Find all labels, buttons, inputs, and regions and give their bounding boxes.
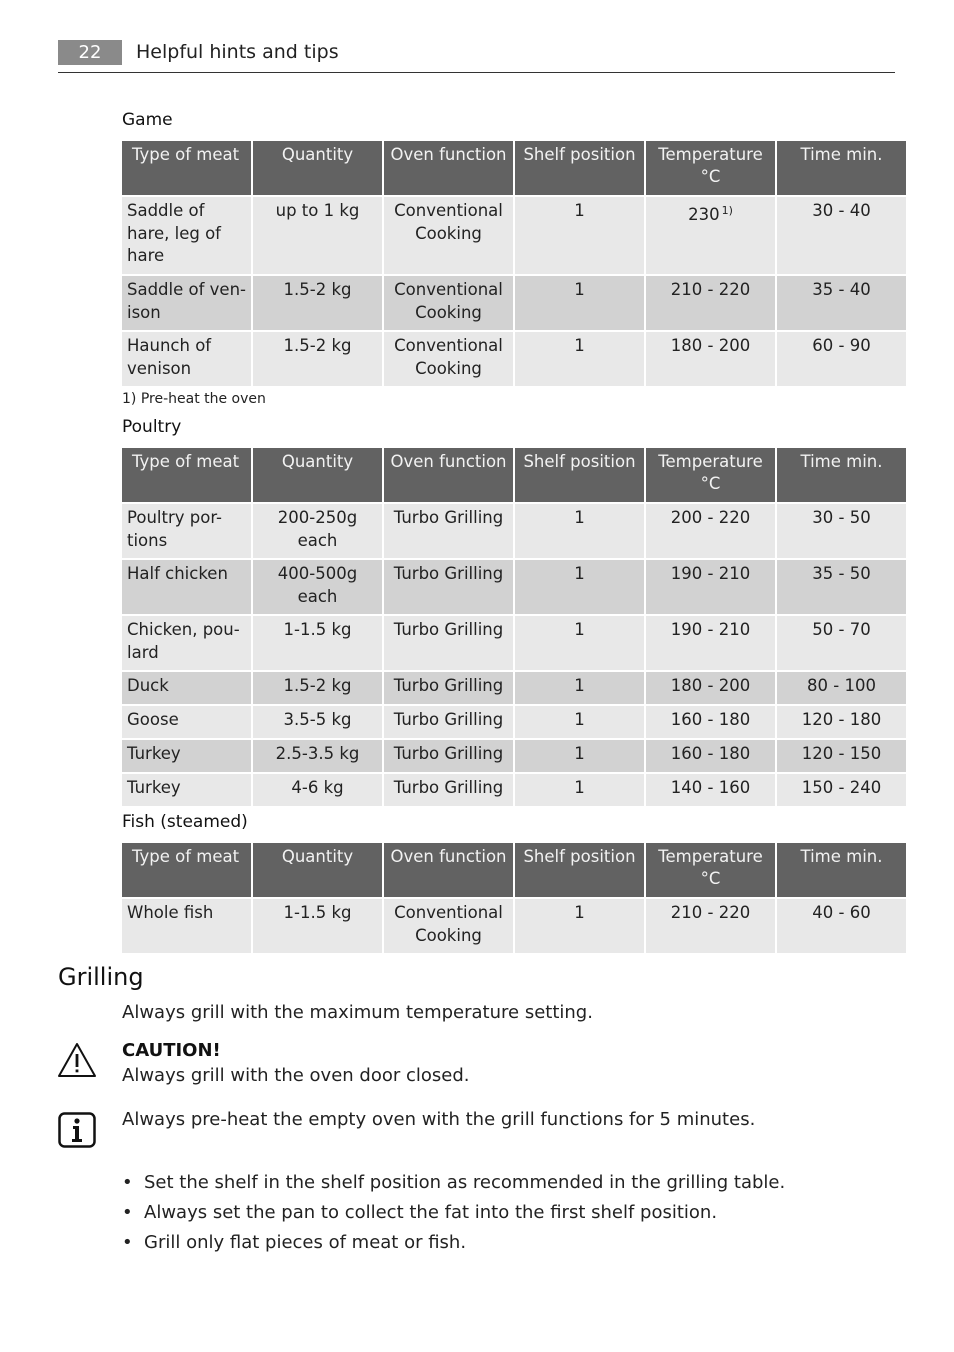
caution-text: Always grill with the oven door closed. [122,1065,470,1086]
table-row: Haunch of venison 1.5-2 kg Conventional Cooking 1 180 - 200 60 - 90 [122,332,906,386]
list-item: • Set the shelf in the shelf position as recommended in the grilling table. [122,1170,785,1200]
col-time: Time min. [777,448,906,502]
table-row: Duck 1.5-2 kg Turbo Grilling 1 180 - 200 80 - 100 [122,672,906,704]
table-row: Chicken, pou-lard 1-1.5 kg Turbo Grilling 1 190 - 210 50 - 70 [122,616,906,670]
col-shelf: Shelf position [515,448,644,502]
col-shelf: Shelf position [515,843,644,897]
fish-table [120,841,908,955]
header-title: Helpful hints and tips [136,41,339,63]
col-type: Type of meat [122,141,251,195]
fish-label: Fish (steamed) [122,812,248,832]
footnote: 1) Pre-heat the oven [122,391,266,407]
col-type: Type of meat [122,843,251,897]
col-temp: Temperature °C [646,843,775,897]
col-shelf: Shelf position [515,141,644,195]
game-table [120,139,908,388]
table-row: Saddle of hare, leg of hare up to 1 kg Conventional Cooking 1 230 $^{1)}$ 30 - 40 [122,197,906,274]
info-icon [58,1112,96,1152]
tips-list [122,1170,785,1260]
game-label: Game [122,110,173,130]
col-time: Time min. [777,843,906,897]
poultry-table [120,446,908,808]
col-quantity: Quantity [253,448,382,502]
table-row: Saddle of ven-ison 1.5-2 kg Conventional Cooking 1 210 - 220 35 - 40 [122,276,906,330]
col-temp: Temperature °C [646,448,775,502]
footnote-marker: 1) [721,204,733,217]
table-row: Poultry por-tions 200-250g each Turbo Grilling 1 200 - 220 30 - 50 [122,504,906,558]
col-function: Oven function [384,448,513,502]
col-function: Oven function [384,141,513,195]
col-function: Oven function [384,843,513,897]
col-type: Type of meat [122,448,251,502]
poultry-label: Poultry [122,417,182,437]
caution-label: CAUTION! [122,1040,221,1061]
col-quantity: Quantity [253,843,382,897]
page-header [58,40,895,73]
warning-triangle-icon [57,1041,97,1083]
page-number: 22 [58,40,122,65]
col-temp: Temperature °C [646,141,775,195]
table-row: Turkey 4-6 kg Turbo Grilling 1 140 - 160 150 - 240 [122,774,906,806]
list-item: • Always set the pan to collect the fat into the first shelf position. [122,1200,785,1230]
bullet-icon: • [122,1232,133,1253]
grill-intro: Always grill with the maximum temperature setting. [122,1002,593,1023]
info-text: Always pre-heat the empty oven with the grill functions for 5 minutes. [122,1109,756,1130]
list-item: • Grill only flat pieces of meat or fish. [122,1230,785,1260]
table-row: Whole fish 1-1.5 kg Conventional Cooking 1 210 - 220 40 - 60 [122,899,906,953]
col-time: Time min. [777,141,906,195]
bullet-icon: • [122,1202,133,1223]
col-quantity: Quantity [253,141,382,195]
bullet-icon: • [122,1172,133,1193]
section-title: Grilling [58,963,144,991]
table-row: Goose 3.5-5 kg Turbo Grilling 1 160 - 180 120 - 180 [122,706,906,738]
table-row: Half chicken 400-500g each Turbo Grilling 1 190 - 210 35 - 50 [122,560,906,614]
table-row: Turkey 2.5-3.5 kg Turbo Grilling 1 160 - 180 120 - 150 [122,740,906,772]
